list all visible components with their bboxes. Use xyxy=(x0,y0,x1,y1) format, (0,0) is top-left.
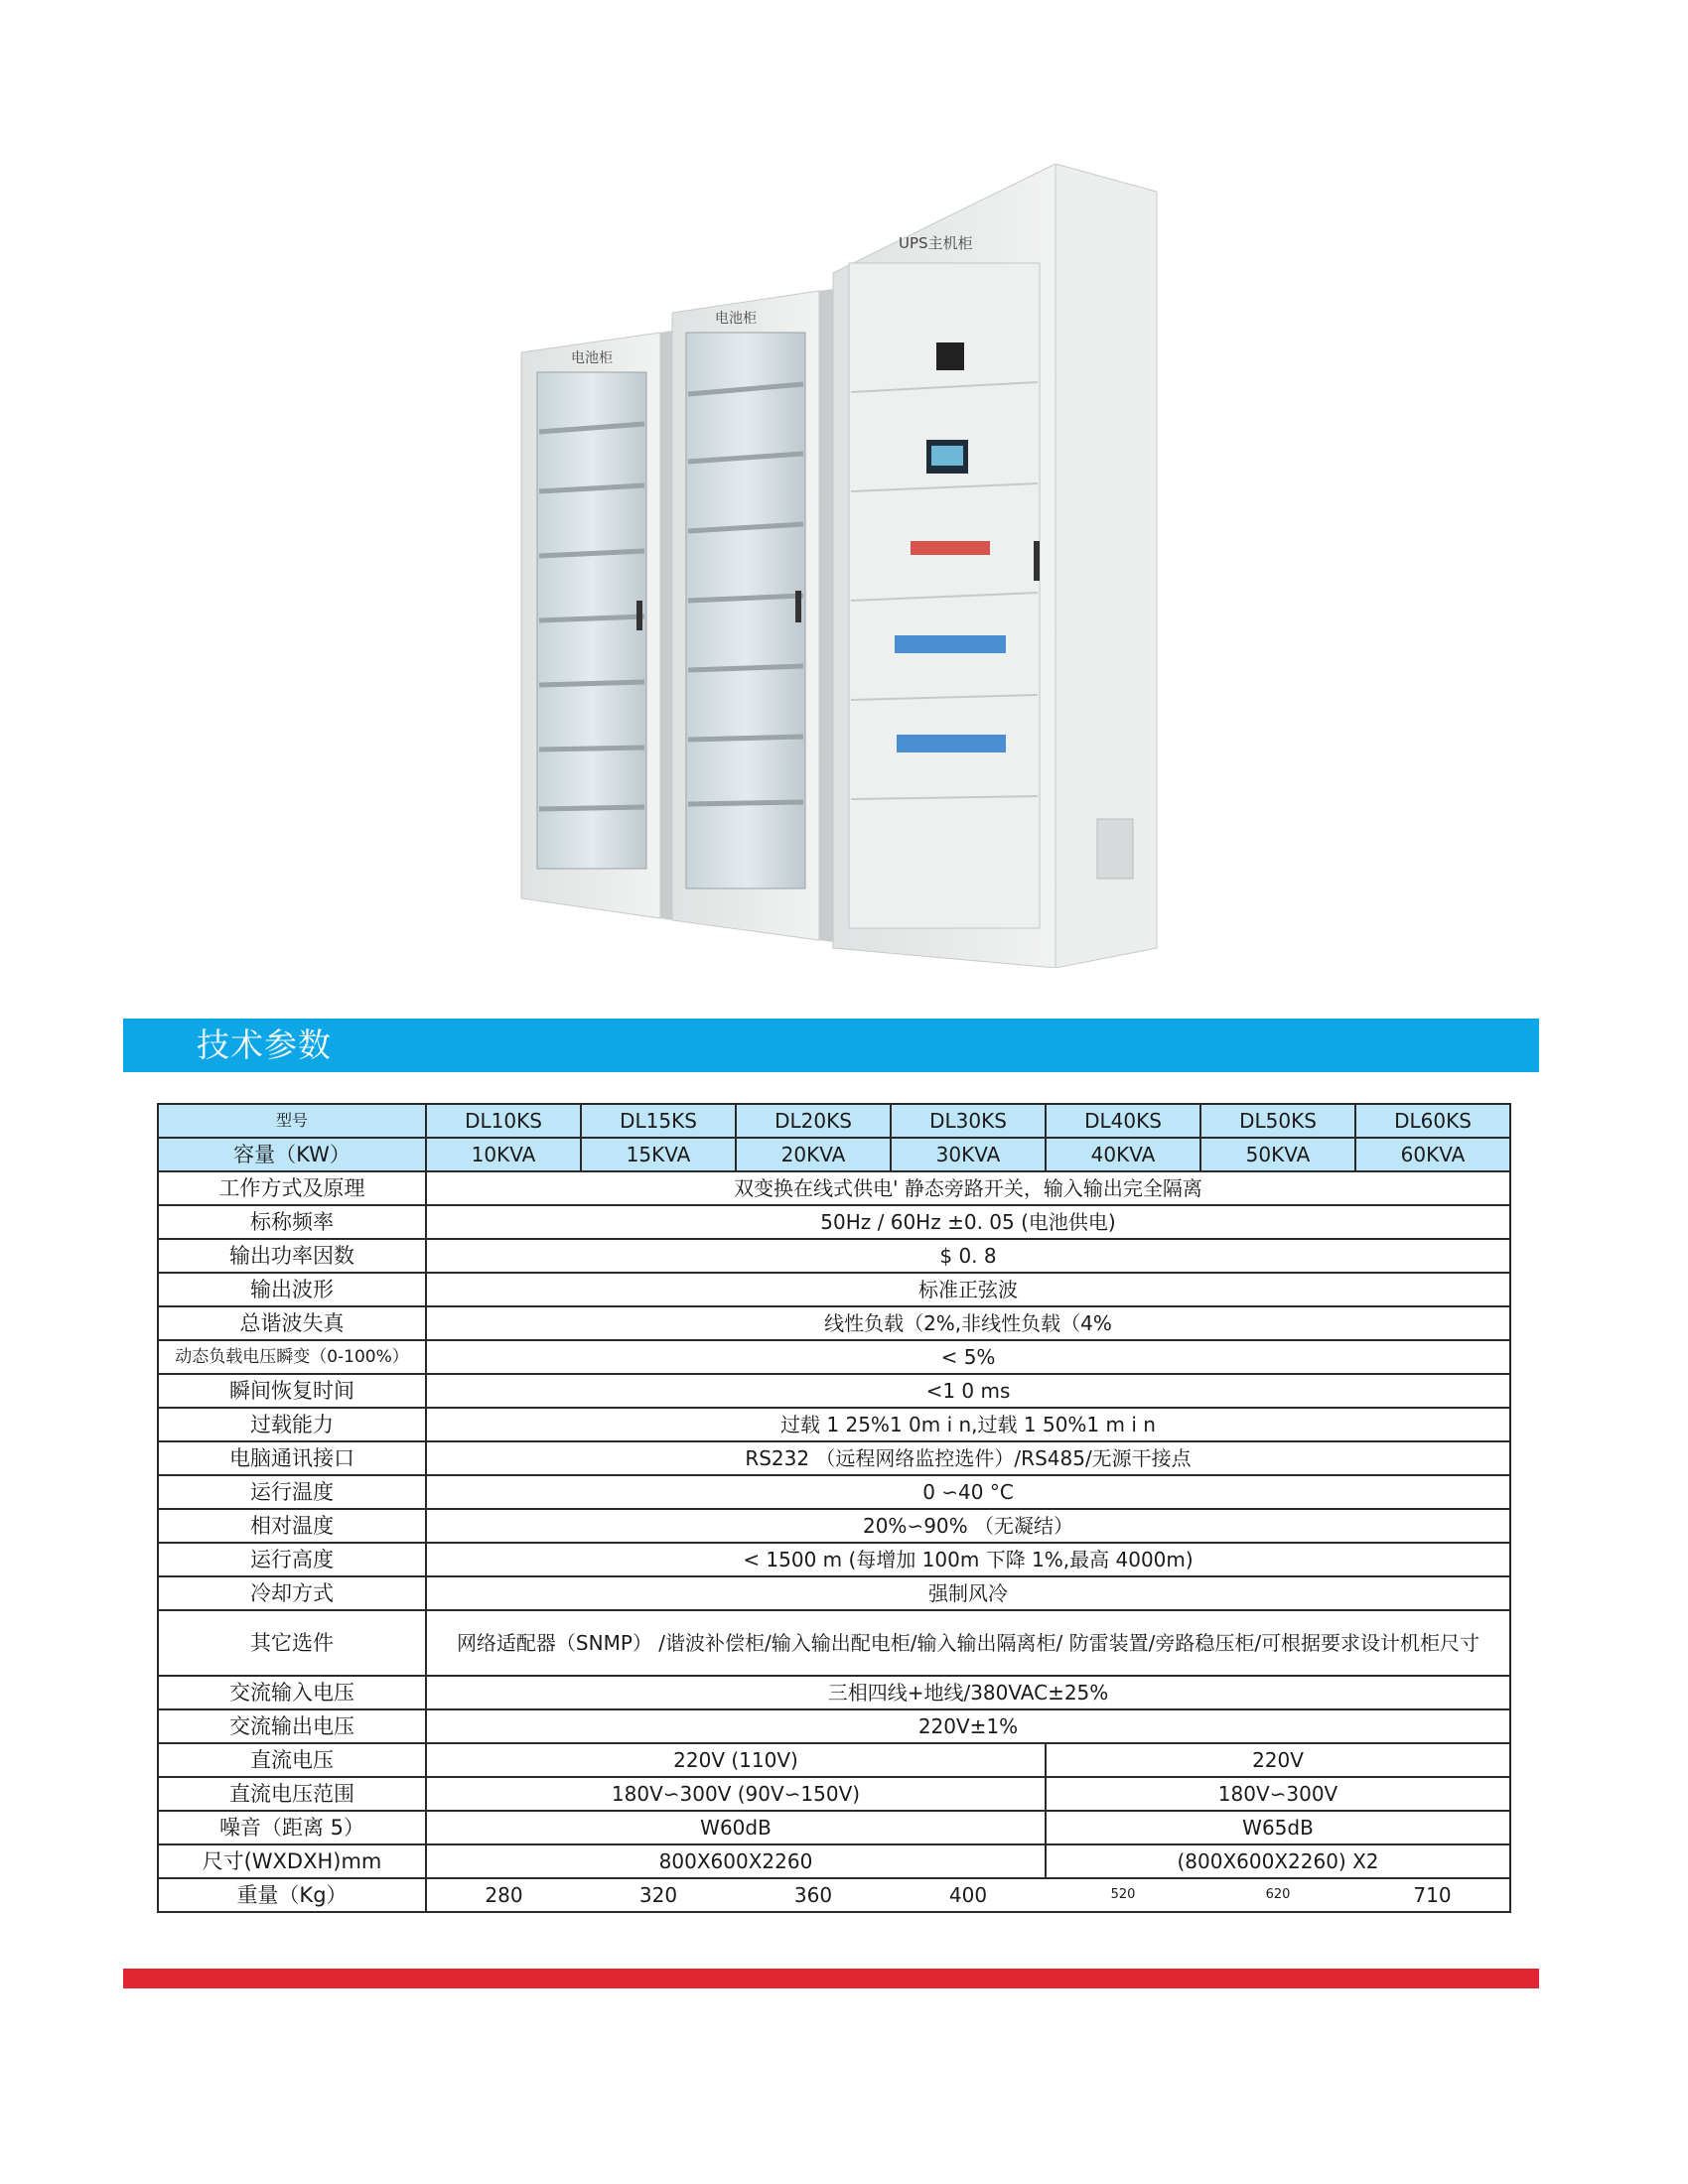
spec-row xyxy=(158,1709,1510,1743)
spec-row xyxy=(158,1543,1510,1576)
spec-label: 标称频率 xyxy=(158,1205,426,1239)
spec-value-right: 220V xyxy=(1046,1743,1510,1777)
capacity-cell: 20KVA xyxy=(736,1138,891,1171)
spec-label: 瞬间恢复时间 xyxy=(158,1374,426,1408)
spec-value: 过载 1 25%1 0m i n,过载 1 50%1 m i n xyxy=(426,1408,1510,1441)
spec-value-left: W60dB xyxy=(426,1811,1046,1844)
noise-row xyxy=(158,1811,1510,1844)
capacity-label: 容量（KW） xyxy=(158,1138,426,1171)
spec-label: 过载能力 xyxy=(158,1408,426,1441)
spec-label: 输出功率因数 xyxy=(158,1239,426,1273)
weight-cell: 280 xyxy=(426,1878,581,1912)
spec-value: 20%∽90% （无凝结） xyxy=(426,1509,1510,1543)
spec-row xyxy=(158,1340,1510,1374)
spec-label: 其它选件 xyxy=(158,1610,426,1676)
weight-cell: 400 xyxy=(891,1878,1046,1912)
spec-row xyxy=(158,1306,1510,1340)
model-row xyxy=(158,1104,1510,1138)
section-title: 技术参数 xyxy=(197,1025,332,1064)
battery-cabinet-left xyxy=(521,331,672,920)
spec-label: 输出波形 xyxy=(158,1273,426,1306)
model-cell: DL15KS xyxy=(581,1104,736,1138)
weight-row xyxy=(158,1878,1510,1912)
ups-main-cabinet xyxy=(833,164,1157,968)
spec-label: 冷却方式 xyxy=(158,1576,426,1610)
spec-row xyxy=(158,1205,1510,1239)
model-cell: DL50KS xyxy=(1200,1104,1355,1138)
spec-value: 三相四线+地线/380VAC±25% xyxy=(426,1676,1510,1709)
dc-voltage-row xyxy=(158,1743,1510,1777)
spec-value-right: W65dB xyxy=(1046,1811,1510,1844)
bottom-accent-bar xyxy=(123,1969,1539,1988)
model-cell: DL30KS xyxy=(891,1104,1046,1138)
spec-value-right: 180V∽300V xyxy=(1046,1777,1510,1811)
spec-value: 线性负载（2%,非线性负载（4% xyxy=(426,1306,1510,1340)
spec-label: 直流电压范围 xyxy=(158,1777,426,1811)
cabinet-right-label: UPS主机柜 xyxy=(899,234,973,252)
spec-value: 双变换在线式供电' 静态旁路开关，输入输出完全隔离 xyxy=(426,1171,1510,1205)
spec-value: RS232 （远程网络监控选件）/RS485/无源干接点 xyxy=(426,1441,1510,1475)
spec-value: 强制风冷 xyxy=(426,1576,1510,1610)
model-cell: DL10KS xyxy=(426,1104,581,1138)
model-label: 型号 xyxy=(158,1104,426,1138)
spec-label: 工作方式及原理 xyxy=(158,1171,426,1205)
model-cell: DL20KS xyxy=(736,1104,891,1138)
spec-label: 直流电压 xyxy=(158,1743,426,1777)
spec-row xyxy=(158,1374,1510,1408)
spec-label: 尺寸(WXDXH)mm xyxy=(158,1844,426,1878)
spec-value: < 5% xyxy=(426,1340,1510,1374)
spec-value: 标准正弦波 xyxy=(426,1273,1510,1306)
model-cell: DL40KS xyxy=(1046,1104,1200,1138)
spec-value: $ 0. 8 xyxy=(426,1239,1510,1273)
spec-label: 电脑通讯接口 xyxy=(158,1441,426,1475)
capacity-cell: 10KVA xyxy=(426,1138,581,1171)
spec-value: < 1500 m (每增加 100m 下降 1%,最高 4000m) xyxy=(426,1543,1510,1576)
capacity-cell: 15KVA xyxy=(581,1138,736,1171)
size-row xyxy=(158,1844,1510,1878)
spec-row xyxy=(158,1676,1510,1709)
spec-value-left: 220V (110V) xyxy=(426,1743,1046,1777)
battery-cabinet-middle xyxy=(672,289,833,942)
spec-label: 噪音（距离 5） xyxy=(158,1811,426,1844)
spec-row xyxy=(158,1509,1510,1543)
section-header-band xyxy=(123,1019,1539,1072)
cabinet-left-label: 电池柜 xyxy=(571,350,613,366)
spec-row xyxy=(158,1576,1510,1610)
capacity-cell: 60KVA xyxy=(1355,1138,1510,1171)
spec-row xyxy=(158,1441,1510,1475)
product-photo xyxy=(501,164,1177,968)
spec-row xyxy=(158,1239,1510,1273)
capacity-row xyxy=(158,1138,1510,1171)
weight-cell: 360 xyxy=(736,1878,891,1912)
spec-row xyxy=(158,1408,1510,1441)
dc-range-row xyxy=(158,1777,1510,1811)
spec-table xyxy=(157,1103,1511,1913)
cabinet-middle-label: 电池柜 xyxy=(715,311,757,327)
model-cell: DL60KS xyxy=(1355,1104,1510,1138)
spec-label: 总谐波失真 xyxy=(158,1306,426,1340)
spec-row xyxy=(158,1475,1510,1509)
weight-cell: 520 xyxy=(1046,1878,1200,1912)
capacity-cell: 50KVA xyxy=(1200,1138,1355,1171)
capacity-cell: 40KVA xyxy=(1046,1138,1200,1171)
weight-cell: 320 xyxy=(581,1878,736,1912)
spec-label: 运行高度 xyxy=(158,1543,426,1576)
spec-value-left: 180V∽300V (90V∽150V) xyxy=(426,1777,1046,1811)
spec-row xyxy=(158,1273,1510,1306)
spec-value-right: (800X600X2260) X2 xyxy=(1046,1844,1510,1878)
spec-value: 0 ∽40 °C xyxy=(426,1475,1510,1509)
spec-label: 重量（Kg） xyxy=(158,1878,426,1912)
spec-label: 动态负载电压瞬变（0-100%） xyxy=(158,1340,426,1374)
spec-label: 运行温度 xyxy=(158,1475,426,1509)
spec-value: 网络适配器（SNMP） /谐波补偿柜/输入输出配电柜/输入输出隔离柜/ 防雷装置/旁路稳压柜/可根据要求设计机柜尺寸 xyxy=(426,1610,1510,1676)
spec-row xyxy=(158,1171,1510,1205)
spec-label: 交流输出电压 xyxy=(158,1709,426,1743)
spec-value: 220V±1% xyxy=(426,1709,1510,1743)
spec-value: 50Hz / 60Hz ±0. 05 (电池供电) xyxy=(426,1205,1510,1239)
capacity-cell: 30KVA xyxy=(891,1138,1046,1171)
spec-label: 相对温度 xyxy=(158,1509,426,1543)
weight-cell: 620 xyxy=(1200,1878,1355,1912)
weight-cell: 710 xyxy=(1355,1878,1510,1912)
spec-value: <1 0 ms xyxy=(426,1374,1510,1408)
spec-value-left: 800X600X2260 xyxy=(426,1844,1046,1878)
spec-row xyxy=(158,1610,1510,1676)
spec-label: 交流输入电压 xyxy=(158,1676,426,1709)
